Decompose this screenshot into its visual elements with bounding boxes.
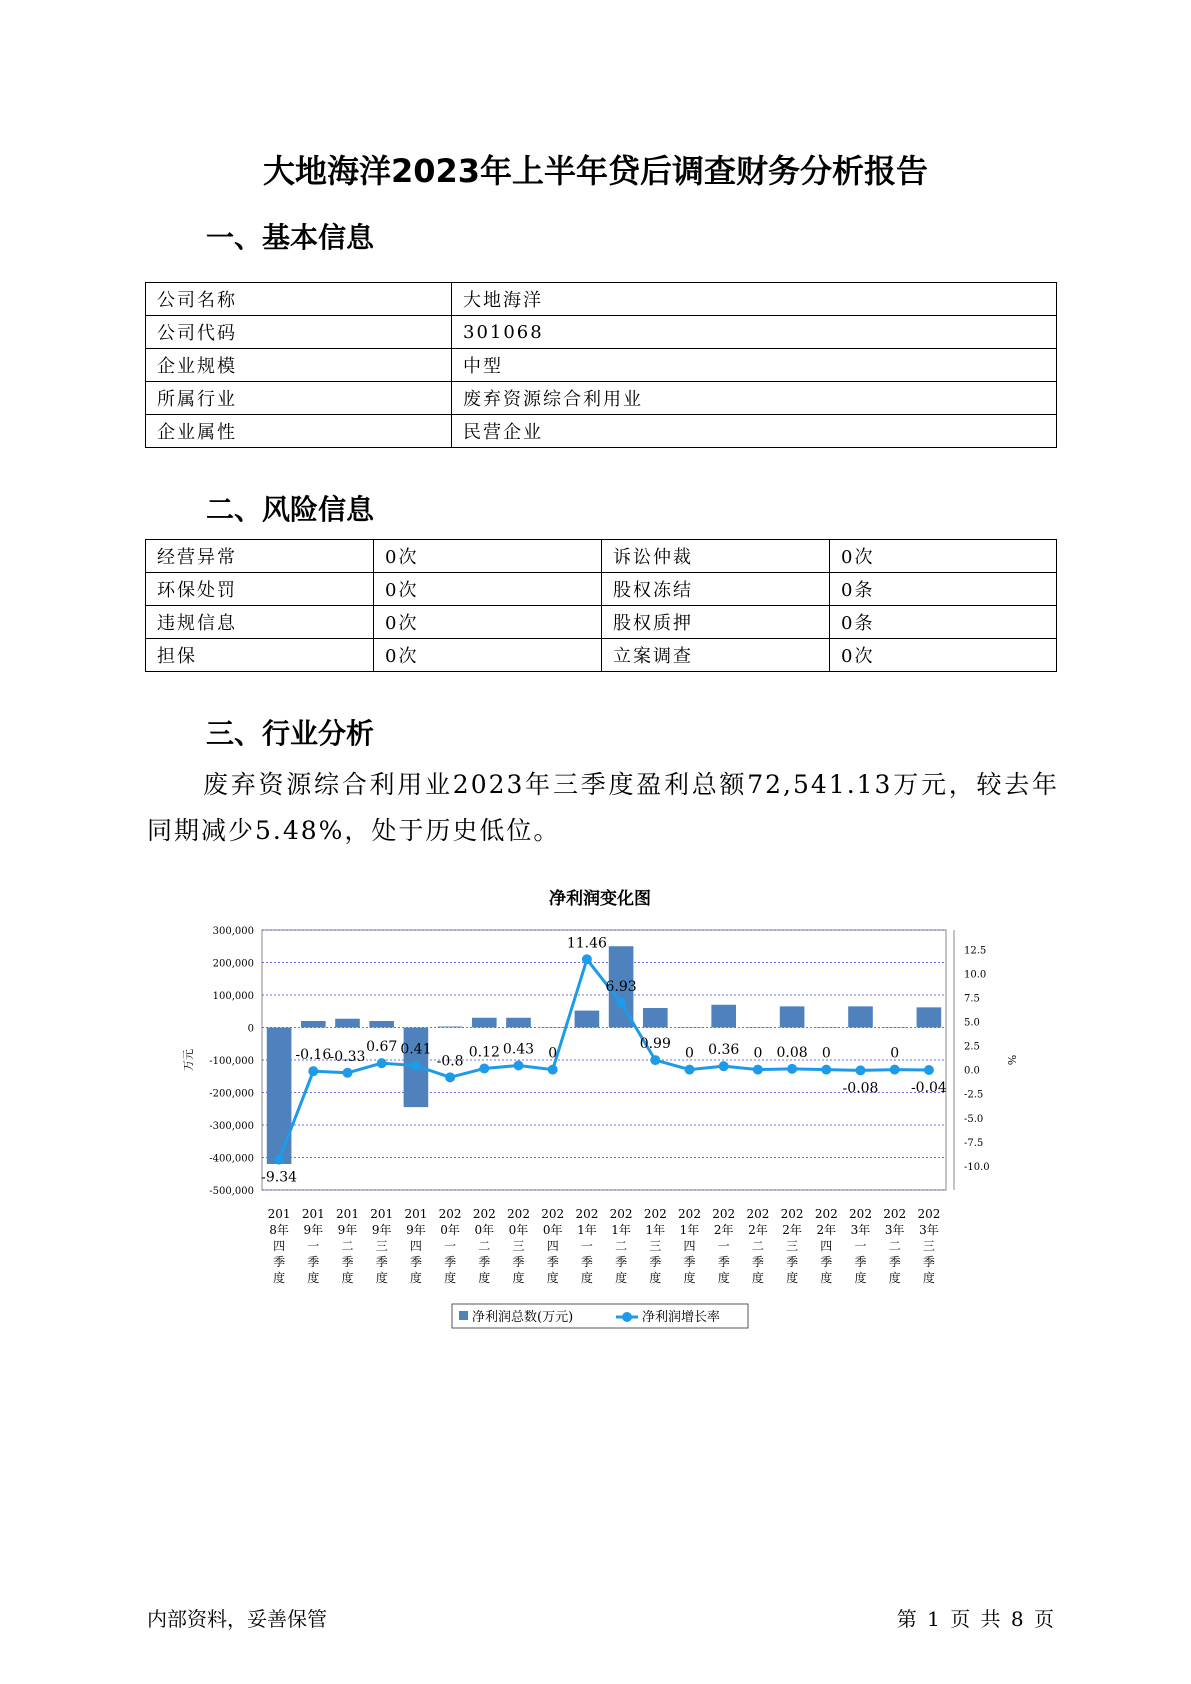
legend-bar-swatch	[459, 1311, 468, 1320]
growth-rate-point	[650, 1055, 660, 1065]
risk-value: 0次	[830, 540, 1057, 573]
x-tick-label: 度	[683, 1271, 696, 1285]
x-tick-label: 季	[615, 1255, 628, 1269]
field-label: 企业属性	[146, 415, 452, 448]
table-row	[146, 639, 1057, 672]
bar	[814, 1028, 839, 1029]
x-tick-label: 三	[649, 1239, 662, 1253]
field-value: 民营企业	[452, 415, 1057, 448]
x-tick-label: 季	[273, 1255, 286, 1269]
field-label: 公司代码	[146, 316, 452, 349]
growth-rate-point	[719, 1061, 729, 1071]
net-profit-chart	[0, 880, 1191, 1340]
growth-rate-point	[514, 1060, 524, 1070]
data-label: 0.99	[639, 1036, 671, 1053]
x-tick-label: 201	[370, 1207, 394, 1221]
x-tick-label: 季	[751, 1255, 764, 1269]
x-tick-label: 二	[478, 1239, 491, 1253]
field-label: 公司名称	[146, 283, 452, 316]
field-value: 301068	[452, 316, 1057, 349]
growth-rate-point	[787, 1064, 797, 1074]
x-tick-label: 度	[751, 1271, 764, 1285]
table-row	[146, 316, 1057, 349]
x-tick-label: 四	[820, 1239, 833, 1253]
y2-tick-label: 7.5	[964, 993, 980, 1005]
x-tick-label: 一	[717, 1239, 730, 1253]
data-label: 0	[821, 1045, 831, 1062]
risk-label: 诉讼仲裁	[602, 540, 830, 573]
y2-tick-label: 0.0	[964, 1065, 980, 1077]
bar	[575, 1011, 600, 1028]
x-tick-label: 201	[267, 1207, 291, 1221]
table-row	[146, 283, 1057, 316]
x-tick-label: 3年	[884, 1223, 905, 1237]
x-tick-label: 二	[751, 1239, 764, 1253]
y-tick-label: 0	[247, 1023, 254, 1035]
x-tick-label: 度	[341, 1271, 354, 1285]
growth-rate-point	[548, 1065, 558, 1075]
table-row	[146, 540, 1057, 573]
data-label: 0.36	[708, 1042, 740, 1059]
growth-rate-point	[821, 1065, 831, 1075]
growth-rate-point	[616, 998, 626, 1008]
x-tick-label: 2年	[713, 1223, 734, 1237]
x-tick-label: 度	[922, 1271, 935, 1285]
bar	[643, 1008, 668, 1028]
bar	[438, 1027, 463, 1028]
x-tick-label: 二	[615, 1239, 628, 1253]
x-tick-label: 三	[375, 1239, 388, 1253]
data-label: 0.08	[776, 1044, 808, 1061]
growth-rate-point	[343, 1068, 353, 1078]
bar	[746, 1028, 771, 1029]
x-tick-label: 季	[341, 1255, 354, 1269]
table-row	[146, 573, 1057, 606]
x-tick-label: 三	[512, 1239, 525, 1253]
data-label: 0	[548, 1045, 558, 1062]
x-tick-label: 202	[438, 1207, 462, 1221]
table-row	[146, 349, 1057, 382]
x-tick-label: 202	[575, 1207, 599, 1221]
x-tick-label: 季	[922, 1255, 935, 1269]
data-label: -0.08	[842, 1080, 879, 1097]
growth-rate-point	[411, 1061, 421, 1071]
x-tick-label: 度	[888, 1271, 901, 1285]
risk-value: 0次	[374, 639, 602, 672]
x-tick-label: 度	[307, 1271, 320, 1285]
growth-rate-point	[445, 1072, 455, 1082]
x-tick-label: 202	[814, 1207, 838, 1221]
y2-tick-label: 10.0	[964, 969, 987, 981]
x-tick-label: 202	[917, 1207, 941, 1221]
x-tick-label: 202	[472, 1207, 496, 1221]
x-tick-label: 季	[580, 1255, 593, 1269]
data-label: 0	[753, 1045, 763, 1062]
x-tick-label: 季	[307, 1255, 320, 1269]
x-tick-label: 季	[854, 1255, 867, 1269]
table-row	[146, 415, 1057, 448]
y2-tick-label: 2.5	[964, 1041, 980, 1053]
growth-rate-point	[377, 1058, 387, 1068]
y2-axis-label: %	[1005, 1054, 1018, 1066]
data-label: -0.04	[910, 1080, 947, 1097]
y-tick-label: 200,000	[212, 958, 254, 970]
x-tick-label: 0年	[440, 1223, 460, 1237]
growth-rate-point	[685, 1065, 695, 1075]
x-tick-label: 202	[643, 1207, 667, 1221]
data-label: -0.8	[436, 1053, 464, 1070]
y2-tick-label: -2.5	[964, 1089, 984, 1101]
y2-tick-label: 5.0	[964, 1017, 980, 1029]
growth-rate-point	[890, 1065, 900, 1075]
x-tick-label: 季	[546, 1255, 559, 1269]
bar	[506, 1018, 531, 1028]
x-tick-label: 0年	[508, 1223, 529, 1237]
field-label: 所属行业	[146, 382, 452, 415]
x-tick-label: 0年	[542, 1223, 563, 1237]
field-label: 企业规模	[146, 349, 452, 382]
x-tick-label: 四	[683, 1239, 696, 1253]
x-tick-label: 3年	[919, 1223, 939, 1237]
x-tick-label: 202	[541, 1207, 565, 1221]
x-tick-label: 3年	[850, 1223, 871, 1237]
x-tick-label: 202	[746, 1207, 770, 1221]
x-tick-label: 1年	[679, 1223, 700, 1237]
x-tick-label: 度	[786, 1271, 799, 1285]
x-tick-label: 季	[717, 1255, 730, 1269]
industry-analysis-paragraph: 废弃资源综合利用业2023年三季度盈利总额72,541.13万元，较去年同期减少5.48%，处于历史低位。	[147, 770, 1059, 845]
legend-line-marker	[622, 1312, 632, 1322]
risk-label: 环保处罚	[146, 573, 374, 606]
risk-label: 担保	[146, 639, 374, 672]
basic-info-table	[145, 282, 1057, 448]
section3-heading: 三、行业分析	[206, 717, 375, 750]
bar	[267, 1028, 292, 1165]
x-tick-label: 三	[786, 1239, 799, 1253]
x-tick-label: 一	[307, 1239, 320, 1253]
x-tick-label: 度	[409, 1271, 422, 1285]
x-tick-label: 1年	[645, 1223, 666, 1237]
x-tick-label: 2年	[782, 1223, 802, 1237]
data-label: 6.93	[605, 978, 637, 995]
y-tick-label: 300,000	[212, 926, 254, 937]
footer-page-number: 第 1 页 共 8 页	[896, 1607, 1056, 1631]
section1-heading: 一、基本信息	[206, 221, 375, 254]
x-tick-label: 一	[854, 1239, 867, 1253]
x-tick-label: 9年	[303, 1223, 324, 1237]
x-tick-label: 度	[615, 1271, 628, 1285]
table-row	[146, 382, 1057, 415]
data-label: 0	[890, 1045, 900, 1062]
bar	[711, 1005, 736, 1028]
risk-value: 0次	[830, 639, 1057, 672]
risk-value: 0次	[374, 573, 602, 606]
x-tick-label: 201	[301, 1207, 325, 1221]
x-tick-label: 9年	[337, 1223, 358, 1237]
data-label: 0	[685, 1045, 694, 1062]
risk-label: 立案调查	[602, 639, 830, 672]
chart-title: 净利润变化图	[549, 889, 651, 909]
x-tick-label: 一	[444, 1239, 457, 1253]
y-tick-label: 100,000	[212, 991, 254, 1002]
x-tick-label: 202	[712, 1207, 736, 1221]
risk-value: 0次	[374, 540, 602, 573]
x-tick-label: 202	[849, 1207, 872, 1221]
x-tick-label: 202	[780, 1207, 804, 1221]
y-tick-label: -200,000	[209, 1088, 254, 1100]
growth-rate-line	[279, 959, 929, 1159]
risk-value: 0条	[830, 606, 1057, 639]
x-tick-label: 2年	[816, 1223, 837, 1237]
risk-label: 股权质押	[602, 606, 830, 639]
x-tick-label: 四	[409, 1239, 422, 1253]
x-tick-label: 度	[512, 1271, 525, 1285]
growth-rate-point	[924, 1065, 934, 1075]
risk-label: 违规信息	[146, 606, 374, 639]
x-tick-label: 度	[273, 1271, 286, 1285]
field-value: 大地海洋	[452, 283, 1057, 316]
risk-value: 0次	[374, 606, 602, 639]
x-tick-label: 201	[336, 1207, 359, 1221]
x-tick-label: 202	[883, 1207, 907, 1221]
x-tick-label: 201	[404, 1207, 428, 1221]
y-tick-label: -500,000	[209, 1186, 254, 1197]
bar	[882, 1028, 907, 1029]
x-tick-label: 度	[375, 1271, 388, 1285]
x-tick-label: 四	[273, 1239, 286, 1253]
x-tick-label: 1年	[577, 1223, 597, 1237]
x-tick-label: 季	[820, 1255, 833, 1269]
data-label: -9.34	[261, 1169, 298, 1186]
x-tick-label: 2年	[748, 1223, 768, 1237]
x-tick-label: 度	[478, 1271, 491, 1285]
x-tick-label: 二	[341, 1239, 354, 1253]
bar	[472, 1018, 497, 1028]
x-tick-label: 季	[444, 1255, 457, 1269]
bar	[540, 1028, 565, 1029]
x-tick-label: 季	[888, 1255, 901, 1269]
legend-line-label: 净利润增长率	[642, 1310, 721, 1325]
x-tick-label: 202	[507, 1207, 530, 1221]
growth-rate-point	[308, 1066, 318, 1076]
x-tick-label: 202	[609, 1207, 633, 1221]
x-tick-label: 0年	[474, 1223, 495, 1237]
x-tick-label: 四	[546, 1239, 559, 1253]
y-tick-label: -100,000	[209, 1056, 254, 1067]
bar	[335, 1019, 360, 1028]
x-tick-label: 度	[717, 1271, 730, 1285]
growth-rate-point	[753, 1065, 763, 1075]
x-tick-label: 度	[854, 1271, 867, 1285]
report-title: 大地海洋2023年上半年贷后调查财务分析报告	[262, 152, 929, 190]
x-tick-label: 度	[444, 1271, 457, 1285]
risk-info-table	[145, 539, 1057, 672]
data-label: 11.46	[566, 935, 607, 952]
x-tick-label: 1年	[611, 1223, 631, 1237]
x-tick-label: 202	[678, 1207, 701, 1221]
bar	[917, 1007, 942, 1027]
y-tick-label: -400,000	[209, 1153, 254, 1165]
growth-rate-point	[274, 1155, 284, 1165]
x-tick-label: 二	[888, 1239, 901, 1253]
x-tick-label: 8年	[269, 1223, 289, 1237]
data-label: -0.16	[295, 1047, 332, 1064]
field-value: 中型	[452, 349, 1057, 382]
y2-tick-label: 12.5	[964, 945, 987, 957]
data-label: 0.12	[468, 1044, 500, 1061]
y2-tick-label: -5.0	[964, 1113, 984, 1125]
section2-heading: 二、风险信息	[206, 493, 375, 526]
x-tick-label: 度	[546, 1271, 559, 1285]
bar	[369, 1021, 394, 1028]
risk-value: 0条	[830, 573, 1057, 606]
data-label: 0.41	[400, 1041, 432, 1058]
data-label: -0.33	[329, 1048, 366, 1065]
footer-confidential: 内部资料，妥善保管	[147, 1607, 327, 1631]
legend-bar-label: 净利润总数(万元)	[472, 1310, 574, 1325]
growth-rate-point	[582, 954, 592, 964]
x-tick-label: 9年	[371, 1223, 392, 1237]
x-tick-label: 三	[922, 1239, 935, 1253]
growth-rate-point	[479, 1063, 489, 1073]
y2-tick-label: -10.0	[964, 1161, 990, 1173]
field-value: 废弃资源综合利用业	[452, 382, 1057, 415]
x-tick-label: 度	[649, 1271, 662, 1285]
bar	[780, 1006, 805, 1027]
x-tick-label: 季	[512, 1255, 525, 1269]
x-tick-label: 季	[478, 1255, 491, 1269]
y-axis-label: 万元	[182, 1049, 195, 1071]
x-tick-label: 季	[649, 1255, 662, 1269]
x-tick-label: 一	[580, 1239, 593, 1253]
x-tick-label: 度	[580, 1271, 593, 1285]
risk-label: 经营异常	[146, 540, 374, 573]
data-label: 0.67	[366, 1039, 398, 1056]
bar	[677, 1028, 702, 1029]
y-tick-label: -300,000	[209, 1121, 254, 1132]
bar	[301, 1021, 326, 1028]
x-tick-label: 季	[683, 1255, 696, 1269]
x-tick-label: 季	[375, 1255, 388, 1269]
table-row	[146, 606, 1057, 639]
x-tick-label: 季	[409, 1255, 422, 1269]
risk-label: 股权冻结	[602, 573, 830, 606]
y2-tick-label: -7.5	[964, 1137, 984, 1149]
growth-rate-point	[856, 1065, 866, 1075]
data-label: 0.43	[502, 1041, 535, 1058]
x-tick-label: 度	[820, 1271, 833, 1285]
bar	[848, 1006, 873, 1027]
x-tick-label: 季	[786, 1255, 799, 1269]
x-tick-label: 9年	[406, 1223, 426, 1237]
